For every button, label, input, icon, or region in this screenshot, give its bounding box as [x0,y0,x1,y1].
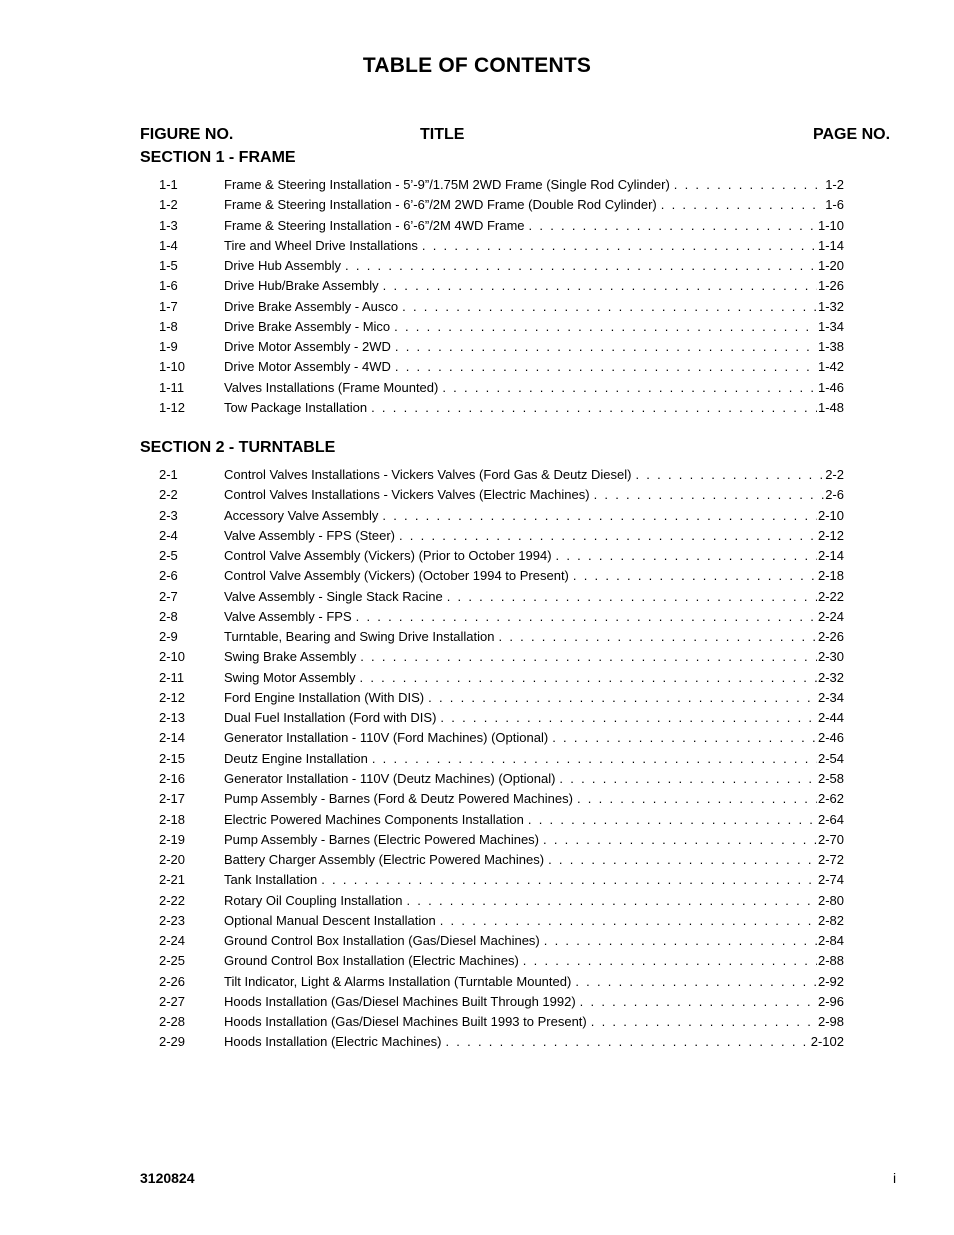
toc-entry [0,810,954,830]
entry-title: Pump Assembly - Barnes (Electric Powered Machines) [224,831,540,847]
figure-number: 1-4 [159,237,178,253]
entry-title: Optional Manual Descent Installation [224,912,436,928]
page-number: 1-38 [817,339,844,355]
dot-leader [529,216,817,236]
page-title: TABLE OF CONTENTS [362,54,592,77]
toc-entry [0,236,954,256]
page-number: 2-82 [817,912,844,928]
figure-number: 1-3 [159,217,178,233]
figure-number: 2-1 [159,467,178,482]
toc-entry [0,931,954,951]
entry-body [224,378,844,398]
dot-leader [528,810,817,830]
toc-list-frame [0,175,954,418]
figure-number: 1-7 [159,298,178,314]
entry-body [224,972,844,992]
dot-leader [575,972,817,992]
dot-leader [635,465,824,485]
page-number: 1-32 [817,298,844,314]
toc-entry [0,688,954,708]
toc-entry [0,378,954,398]
dot-leader [661,195,824,215]
page-number: 2-24 [817,608,844,624]
figure-number: 1-6 [159,278,178,294]
page-number: 2-96 [817,993,844,1009]
entry-body [224,276,844,296]
figure-number: 2-5 [159,548,178,564]
entry-title: Valve Assembly - FPS [224,608,352,624]
page-number: 2-2 [825,467,844,482]
figure-number: 2-25 [159,953,186,969]
figure-number: 2-6 [159,568,178,584]
toc-entry [0,175,954,195]
entry-body [224,506,844,526]
entry-title: Generator Installation - 110V (Ford Machines) (Optional) [224,730,549,746]
page-number: 2-62 [817,791,844,807]
entry-body [224,398,844,418]
figure-number: 1-5 [159,258,178,274]
toc-entry [0,668,954,688]
entry-body [224,297,844,317]
dot-leader [360,647,817,667]
entry-body [224,708,844,728]
entry-body [224,1012,844,1032]
entry-title: Rotary Oil Coupling Installation [224,892,403,908]
entry-title: Ford Engine Installation (With DIS) [224,689,425,705]
toc-entry [0,216,954,236]
page-number: 1-14 [817,237,844,253]
figure-number: 2-28 [159,1014,186,1030]
dot-leader [548,850,817,870]
dot-leader [674,175,824,195]
entry-body [224,317,844,337]
entry-body [224,526,844,546]
dot-leader [371,398,817,418]
dot-leader [360,668,817,688]
toc-entry [0,728,954,748]
toc-entry [0,769,954,789]
figure-number: 2-3 [159,507,178,523]
dot-leader [395,357,817,377]
figure-number: 2-24 [159,933,186,949]
page-number: 1-20 [817,258,844,274]
dot-leader [556,546,817,566]
page-number: 2-26 [817,629,844,645]
toc-entry [0,607,954,627]
toc-entry [0,911,954,931]
figure-number: 2-10 [159,649,186,665]
entry-title: Ground Control Box Installation (Gas/Diesel Machines) [224,933,540,949]
figure-number: 2-9 [159,629,178,645]
figure-number: 2-4 [159,527,178,543]
toc-entry [0,647,954,667]
entry-title: Tow Package Installation [224,399,368,415]
dot-leader [321,870,817,890]
entry-title: Drive Hub Assembly [224,258,342,274]
entry-body [224,607,844,627]
dot-leader [442,378,817,398]
entry-title: Turntable, Bearing and Swing Drive Installation [224,629,495,645]
entry-title: Drive Motor Assembly - 2WD [224,339,391,355]
toc-entry [0,870,954,890]
dot-leader [447,587,817,607]
page-number: 2-74 [817,872,844,888]
entry-title: Generator Installation - 110V (Deutz Machines) (Optional) [224,770,556,786]
toc-entry [0,317,954,337]
figure-number: 2-18 [159,811,186,827]
dot-leader [577,789,817,809]
entry-title: Control Valve Assembly (Vickers) (October 1994 to Present) [224,568,569,584]
page-number: 2-18 [817,568,844,584]
toc-entry [0,398,954,418]
column-header-figure-no: FIGURE NO. [140,126,234,143]
page-number: 2-92 [817,973,844,989]
entry-title: Accessory Valve Assembly [224,507,379,523]
dot-leader [382,506,817,526]
entry-title: Valves Installations (Frame Mounted) [224,379,439,395]
entry-title: Control Valves Installations - Vickers Valves (Electric Machines) [224,487,590,503]
column-header-title: TITLE [420,126,465,143]
figure-number: 2-26 [159,973,186,989]
figure-number: 1-11 [159,379,185,395]
toc-entry [0,1012,954,1032]
figure-number: 1-2 [159,197,178,213]
entry-title: Frame & Steering Installation - 6’-6”/2M 2WD Frame (Double Rod Cylinder) [224,197,657,213]
entry-body [224,931,844,951]
figure-number: 2-13 [159,710,186,726]
dot-leader [394,317,817,337]
entry-body [224,627,844,647]
toc-entry [0,276,954,296]
toc-entry [0,830,954,850]
entry-body [224,357,844,377]
page-number: 1-42 [817,359,844,375]
page-number: 2-32 [817,669,844,685]
figure-number: 2-14 [159,730,186,746]
toc-entry [0,337,954,357]
entry-title: Ground Control Box Installation (Electric Machines) [224,953,519,969]
toc-entry [0,1032,954,1052]
dot-leader [440,708,817,728]
toc-entry [0,546,954,566]
toc-entry [0,506,954,526]
entry-title: Battery Charger Assembly (Electric Powered Machines) [224,852,545,868]
figure-number: 2-2 [159,487,178,503]
entry-body [224,789,844,809]
entry-title: Frame & Steering Installation - 6’-6”/2M 4WD Frame [224,217,525,233]
figure-number: 2-23 [159,912,186,928]
page-number: 2-34 [817,689,844,705]
toc-list-turntable [0,465,954,1053]
page-number: 2-84 [817,933,844,949]
footer-doc-number: 3120824 [140,1170,195,1186]
entry-title: Valve Assembly - FPS (Steer) [224,527,395,543]
dot-leader [402,297,817,317]
entry-title: Drive Brake Assembly - Ausco [224,298,399,314]
entry-body [224,769,844,789]
entry-title: Hoods Installation (Electric Machines) [224,1034,442,1050]
entry-body [224,850,844,870]
page-number: 2-54 [817,750,844,766]
toc-entry [0,566,954,586]
figure-number: 2-19 [159,831,186,847]
entry-title: Frame & Steering Installation - 5’-9”/1.75M 2WD Frame (Single Rod Cylinder) [224,177,670,192]
page-number: 2-12 [817,527,844,543]
section-heading-frame: SECTION 1 - FRAME [140,149,296,166]
page-number: 2-102 [810,1034,844,1050]
dot-leader [523,951,817,971]
figure-number: 2-27 [159,993,186,1009]
entry-title: Control Valves Installations - Vickers Valves (Ford Gas & Deutz Diesel) [224,467,632,482]
dot-leader [544,931,817,951]
entry-body [224,485,844,505]
dot-leader [406,891,816,911]
toc-entry [0,465,954,485]
toc-entry [0,850,954,870]
entry-body [224,216,844,236]
figure-number: 1-12 [159,399,186,415]
page-number: 1-34 [817,318,844,334]
dot-leader [552,728,817,748]
entry-title: Drive Hub/Brake Assembly [224,278,379,294]
page-number: 2-88 [817,953,844,969]
entry-body [224,337,844,357]
page-number: 1-2 [825,177,844,192]
toc-entry [0,297,954,317]
entry-title: Tank Installation [224,872,318,888]
toc-entry [0,627,954,647]
page-number: 2-58 [817,770,844,786]
toc-entry [0,992,954,1012]
page-number: 2-30 [817,649,844,665]
page-number: 2-72 [817,852,844,868]
entry-body [224,891,844,911]
entry-title: Dual Fuel Installation (Ford with DIS) [224,710,437,726]
entry-body [224,1032,844,1052]
page-number: 2-44 [817,710,844,726]
dot-leader [440,911,817,931]
page-number: 2-22 [817,588,844,604]
entry-title: Deutz Engine Installation [224,750,368,766]
figure-number: 2-12 [159,689,186,705]
entry-title: Valve Assembly - Single Stack Racine [224,588,443,604]
toc-entry [0,256,954,276]
figure-number: 2-15 [159,750,186,766]
entry-title: Tilt Indicator, Light & Alarms Installation (Turntable Mounted) [224,973,572,989]
entry-body [224,728,844,748]
toc-entry [0,951,954,971]
entry-body [224,870,844,890]
page-number: 2-80 [817,892,844,908]
entry-title: Drive Motor Assembly - 4WD [224,359,391,375]
dot-leader [594,485,825,505]
toc-entry [0,526,954,546]
toc-entry [0,972,954,992]
figure-number: 1-9 [159,339,178,355]
entry-body [224,951,844,971]
page-number: 1-10 [817,217,844,233]
figure-number: 2-16 [159,770,186,786]
dot-leader [445,1032,809,1052]
toc-entry [0,749,954,769]
dot-leader [383,276,817,296]
page-number: 2-64 [817,811,844,827]
figure-number: 2-8 [159,608,178,624]
entry-body [224,749,844,769]
page-number: 1-6 [825,197,844,213]
figure-number: 1-1 [159,177,178,192]
entry-body [224,587,844,607]
page-number: 1-48 [817,399,844,415]
dot-leader [559,769,817,789]
page-number: 2-14 [817,548,844,564]
entry-title: Hoods Installation (Gas/Diesel Machines Built Through 1992) [224,993,576,1009]
toc-entry [0,708,954,728]
figure-number: 2-7 [159,588,178,604]
entry-body [224,911,844,931]
page-number: 2-98 [817,1014,844,1030]
entry-body [224,546,844,566]
dot-leader [345,256,817,276]
page-number: 2-6 [825,487,844,503]
entry-body [224,465,844,485]
dot-leader [573,566,817,586]
dot-leader [428,688,817,708]
entry-body [224,992,844,1012]
dot-leader [372,749,817,769]
entry-body [224,236,844,256]
dot-leader [580,992,817,1012]
toc-entry [0,891,954,911]
column-header-page-no: PAGE NO. [813,126,891,143]
figure-number: 2-11 [159,669,185,685]
toc-entry [0,485,954,505]
toc-entry [0,587,954,607]
entry-title: Control Valve Assembly (Vickers) (Prior to October 1994) [224,548,552,564]
entry-body [224,566,844,586]
toc-entry [0,357,954,377]
entry-title: Tire and Wheel Drive Installations [224,237,418,253]
figure-number: 2-17 [159,791,186,807]
page-number: 2-46 [817,730,844,746]
page-number: 1-26 [817,278,844,294]
dot-leader [499,627,817,647]
page-number: 2-10 [817,507,844,523]
section-heading-turntable: SECTION 2 - TURNTABLE [140,439,336,456]
entry-title: Swing Motor Assembly [224,669,356,685]
dot-leader [356,607,817,627]
entry-body [224,256,844,276]
entry-title: Swing Brake Assembly [224,649,357,665]
entry-body [224,647,844,667]
entry-body [224,810,844,830]
footer-page-number: i [893,1170,897,1186]
entry-title: Pump Assembly - Barnes (Ford & Deutz Powered Machines) [224,791,573,807]
figure-number: 2-29 [159,1034,186,1050]
dot-leader [591,1012,817,1032]
entry-body [224,175,844,195]
toc-entry [0,789,954,809]
page-number: 1-46 [817,379,844,395]
entry-body [224,688,844,708]
figure-number: 2-22 [159,892,186,908]
dot-leader [422,236,817,256]
entry-body [224,195,844,215]
entry-title: Electric Powered Machines Components Installation [224,811,524,827]
page-number: 2-70 [817,831,844,847]
entry-body [224,830,844,850]
figure-number: 1-8 [159,318,178,334]
entry-title: Drive Brake Assembly - Mico [224,318,391,334]
dot-leader [543,830,817,850]
entry-body [224,668,844,688]
entry-title: Hoods Installation (Gas/Diesel Machines Built 1993 to Present) [224,1014,587,1030]
figure-number: 2-21 [159,872,186,888]
figure-number: 2-20 [159,852,186,868]
toc-entry [0,195,954,215]
figure-number: 1-10 [159,359,186,375]
dot-leader [395,337,817,357]
dot-leader [399,526,817,546]
